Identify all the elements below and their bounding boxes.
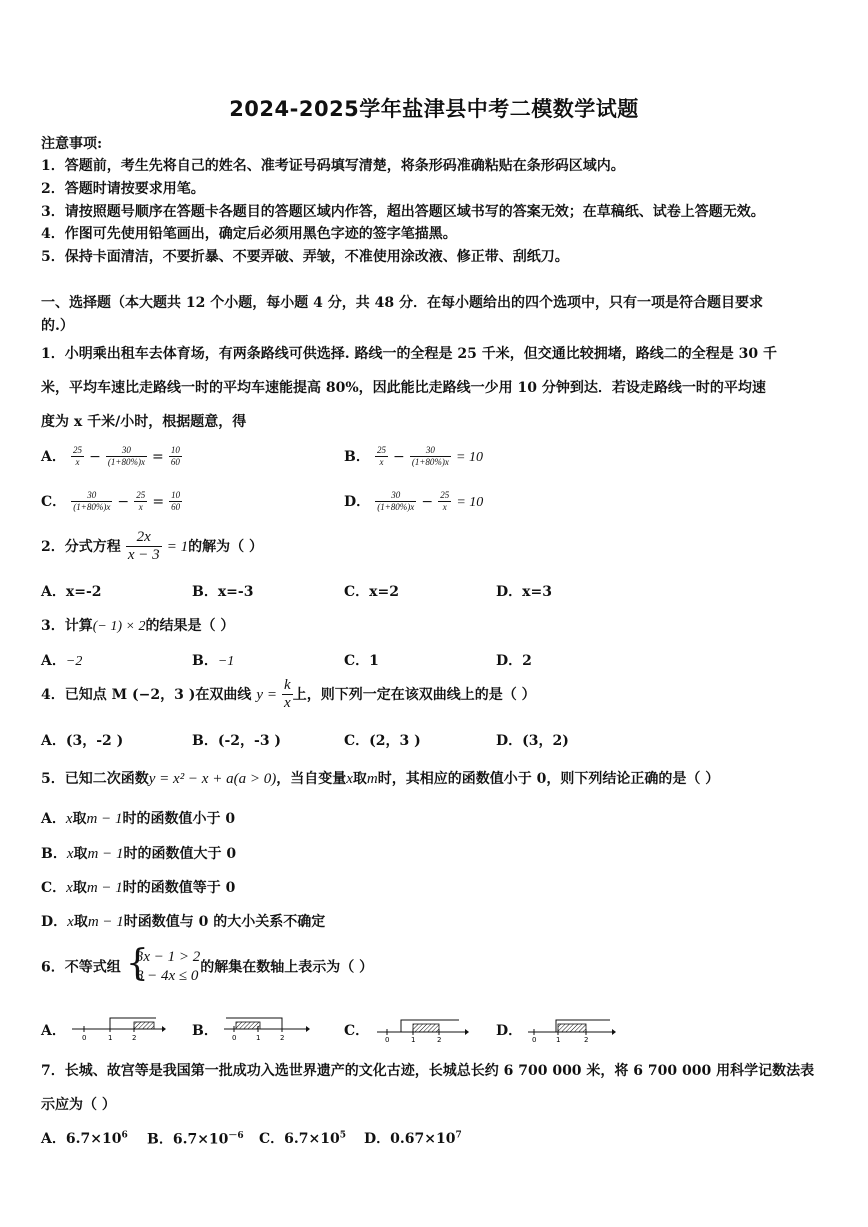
tick-1: 1 bbox=[108, 1034, 113, 1042]
inequality-system: { 3x − 1 > 2 8 − 4x ≤ 0 bbox=[125, 943, 201, 984]
tick-2: 2 bbox=[280, 1034, 285, 1042]
question-5-option-c[interactable]: C．x取m − 1时的函数值等于 0 bbox=[41, 880, 236, 896]
tick-2: 2 bbox=[437, 1036, 442, 1042]
section-heading-cont: 的.） bbox=[41, 318, 74, 334]
tick-1: 1 bbox=[256, 1034, 261, 1042]
option-label: A． bbox=[41, 449, 66, 465]
question-4-text: 4．已知点 M (−2，3 )在双曲线 y = $\frac{k}{x}$ 上，则下列一定在该双曲线上的是（ ） bbox=[41, 677, 536, 711]
question-7-text: 7．长城、故宫等是我国第一批成功入选世界遗产的文化古迹，长城总长约 6 700 000 米，将 6 700 000 用科学记数法表 bbox=[41, 1063, 815, 1079]
number-line-a bbox=[70, 1012, 166, 1042]
tick-1: 1 bbox=[411, 1036, 416, 1042]
tick-0: 0 bbox=[82, 1034, 87, 1042]
question-5-option-a[interactable]: A．x取m − 1时的函数值小于 0 bbox=[41, 811, 236, 827]
notice-item: 2．答题时请按要求用笔。 bbox=[41, 181, 205, 197]
question-2-option-c[interactable]: C．x=2 bbox=[344, 584, 399, 600]
question-3-option-d[interactable]: D．2 bbox=[496, 653, 532, 669]
option-label: D． bbox=[344, 494, 371, 510]
tick-2: 2 bbox=[584, 1036, 589, 1042]
question-2-option-a[interactable]: A．x=-2 bbox=[41, 584, 102, 600]
tick-1: 1 bbox=[556, 1036, 561, 1042]
tick-0: 0 bbox=[232, 1034, 237, 1042]
question-3-option-b[interactable]: B．−1 bbox=[192, 653, 235, 669]
number-line-c bbox=[375, 1012, 471, 1042]
question-3-text: 3．计算(− 1) × 2的结果是（ ） bbox=[41, 618, 235, 634]
question-1-option-a[interactable]: A． $\frac{25}{x}$ − $\frac{30}{(1+80\%)x}$ = $\frac{10}{60}$ bbox=[41, 445, 180, 467]
question-1-option-b[interactable]: B． $\frac{25}{x}$ − $\frac{30}{(1+80\%)x}$ = 10 bbox=[344, 445, 483, 467]
question-6-option-d[interactable]: D． bbox=[496, 1023, 523, 1039]
question-1-text: 1．小明乘出租车去体育场，有两条路线可供选择. 路线一的全程是 25 千米，但交通比较拥堵，路线二的全程是 30 千 bbox=[41, 346, 777, 362]
tick-2: 2 bbox=[132, 1034, 137, 1042]
question-6-text: 6．不等式组 { 3x − 1 > 2 8 − 4x ≤ 0 的解集在数轴上表示为（ ） bbox=[41, 943, 374, 984]
question-5-text: 5．已知二次函数y = x² − x + a(a > 0)，当自变量x取m时，其相应的函数值小于 0，则下列结论正确的是（ ） bbox=[41, 771, 720, 787]
question-1-option-c[interactable]: C． $\frac{30}{(1+80\%)x}$ − $\frac{25}{x}$ = $\frac{10}{60}$ bbox=[41, 490, 181, 512]
notice-heading: 注意事项: bbox=[41, 136, 103, 152]
question-4-option-c[interactable]: C．(2，3 ) bbox=[344, 733, 421, 749]
notice-item: 5．保持卡面清洁，不要折暴、不要弄破、弄皱，不准使用涂改液、修正带、刮纸刀。 bbox=[41, 249, 569, 265]
question-6-option-a[interactable]: A． bbox=[41, 1023, 66, 1039]
question-5-option-d[interactable]: D．x取m − 1时函数值与 0 的大小关系不确定 bbox=[41, 914, 326, 930]
option-label: B． bbox=[344, 449, 370, 465]
question-1-text: 度为 x 千米/小时，根据题意，得 bbox=[41, 414, 247, 430]
notice-item: 4．作图可先使用铅笔画出，确定后必须用黑色字迹的签字笔描黑。 bbox=[41, 226, 457, 242]
notice-item: 1．答题前，考生先将自己的姓名、准考证号码填写清楚，将条形码准确粘贴在条形码区域内。 bbox=[41, 158, 625, 174]
question-6-option-b[interactable]: B． bbox=[192, 1023, 218, 1039]
question-4-option-a[interactable]: A．(3，-2 ) bbox=[41, 733, 124, 749]
page-title: 2024-2025学年盐津县中考二模数学试题 bbox=[229, 97, 639, 121]
section-heading: 一、选择题（本大题共 12 个小题，每小题 4 分，共 48 分．在每小题给出的四个选项中，只有一项是符合题目要求 bbox=[41, 295, 763, 311]
question-7-option-a[interactable]: A．$6.7\times 10^6$ bbox=[41, 1130, 128, 1147]
option-label: C． bbox=[41, 494, 67, 510]
question-2-option-d[interactable]: D．x=3 bbox=[496, 584, 552, 600]
question-4-option-d[interactable]: D．(3，2) bbox=[496, 733, 569, 749]
question-7-option-b[interactable]: B．$6.7\times 10^{-6}$ bbox=[147, 1131, 244, 1148]
question-5-option-b[interactable]: B．x取m − 1时的函数值大于 0 bbox=[41, 846, 237, 862]
question-4-option-b[interactable]: B．(-2，-3 ) bbox=[192, 733, 282, 749]
number-line-d bbox=[526, 1012, 618, 1042]
tick-0: 0 bbox=[532, 1036, 537, 1042]
question-6-option-c[interactable]: C． bbox=[344, 1023, 370, 1039]
notice-item: 3．请按照题号顺序在答题卡各题目的答题区域内作答，超出答题区域书写的答案无效；在草稿纸、试卷上答题无效。 bbox=[41, 204, 765, 220]
question-7-option-c[interactable]: C．$6.7\times 10^5$ bbox=[259, 1130, 346, 1147]
question-2-text: 2．分式方程 $\frac{2x}{x - 3}$ = 1的解为（ ） bbox=[41, 529, 263, 563]
tick-0: 0 bbox=[385, 1036, 390, 1042]
question-7-text: 示应为（ ） bbox=[41, 1097, 116, 1113]
question-3-option-c[interactable]: C．1 bbox=[344, 653, 379, 669]
question-1-option-d[interactable]: D． $\frac{30}{(1+80\%)x}$ − $\frac{25}{x}$ = 10 bbox=[344, 490, 484, 512]
number-line-b bbox=[222, 1012, 312, 1042]
question-2-option-b[interactable]: B．x=-3 bbox=[192, 584, 254, 600]
question-7-option-d[interactable]: D．$0.67\times 10^7$ bbox=[364, 1130, 462, 1147]
question-3-option-a[interactable]: A．−2 bbox=[41, 653, 83, 669]
question-1-text: 米，平均车速比走路线一时的平均车速能提高 80%，因此能比走路线一少用 10 分钟到达．若设走路线一时的平均速 bbox=[41, 380, 766, 396]
